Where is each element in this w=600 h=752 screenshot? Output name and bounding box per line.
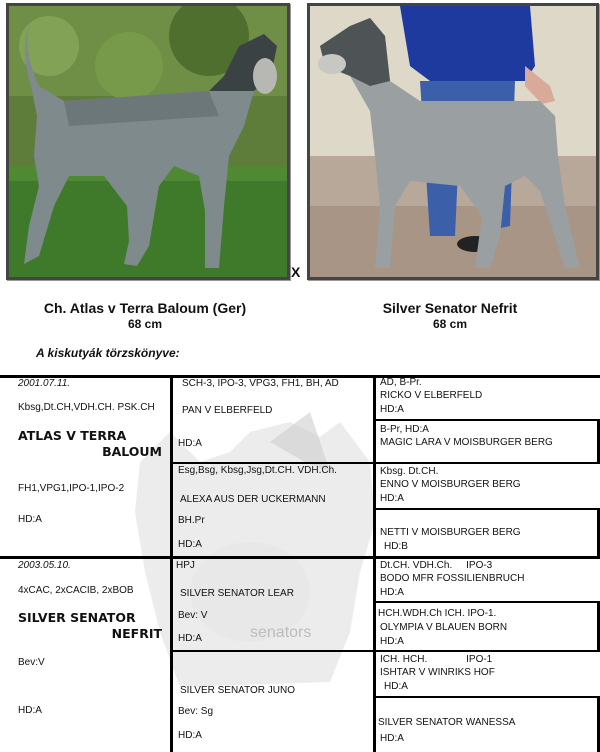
grandparent-name: SILVER SENATOR LEAR xyxy=(180,588,294,599)
parent-name: NEFRIT xyxy=(111,626,162,641)
parent-work: FH1,VPG1,IPO-1,IPO-2 xyxy=(18,483,125,494)
divider xyxy=(170,650,600,652)
ggp-hd: HD:A xyxy=(384,681,408,692)
ggp-name: BODO MFR FOSSILIENBRUCH xyxy=(380,573,525,584)
grandparent-name: SILVER SENATOR JUNO xyxy=(180,685,296,696)
sire-photo xyxy=(6,3,290,280)
ggp-titles: Kbsg. Dt.CH. xyxy=(380,466,439,477)
ggp-titles: AD, B-Pr. xyxy=(380,377,422,388)
grandparent-name: ALEXA AUS DER UCKERMANN xyxy=(180,494,326,505)
grandparent-titles: SCH-3, IPO-3, VPG3, FH1, BH, AD xyxy=(182,378,339,389)
ggp-hd: HD:A xyxy=(380,636,404,647)
divider xyxy=(373,419,600,421)
parent-name: BALOUM xyxy=(102,444,162,459)
dam-photo xyxy=(307,3,599,280)
parent-hd: HD:A xyxy=(18,514,42,525)
dam-height: 68 cm xyxy=(432,317,468,331)
ggp-hd: HD:A xyxy=(380,404,404,415)
grandparent-hd: HD:A xyxy=(178,633,202,644)
divider xyxy=(170,375,173,752)
grandparent-hd: HD:A xyxy=(178,730,202,741)
parent-hd: HD:A xyxy=(18,705,42,716)
grandparent-bev: Bev: Sg xyxy=(178,706,214,717)
divider xyxy=(170,462,600,464)
ggp-name: ENNO V MOISBURGER BERG xyxy=(380,479,521,490)
grandparent-hd: HD:A xyxy=(178,438,202,449)
ggp-hd: HD:A xyxy=(380,587,404,598)
sire-height: 68 cm xyxy=(127,317,163,331)
parent-titles: 4xCAC, 2xCACIB, 2xBOB xyxy=(18,585,134,596)
parent-date: 2001.07.11. xyxy=(18,378,71,389)
divider xyxy=(373,508,600,510)
grandparent-bev: Bev: V xyxy=(178,610,208,621)
ggp-titles: B-Pr, HD:A xyxy=(380,424,429,435)
ggp-name: NETTI V MOISBURGER BERG xyxy=(380,527,521,538)
divider xyxy=(373,696,600,698)
ggp-name: RICKO V ELBERFELD xyxy=(380,390,483,401)
pedigree-table xyxy=(0,372,600,752)
sire-name: Ch. Atlas v Terra Baloum (Ger) xyxy=(43,300,247,316)
ggp-titles: Dt.CH. VDH.Ch. IPO-3 xyxy=(380,560,493,571)
cross-mark: X xyxy=(291,264,301,280)
parent-date: 2003.05.10. xyxy=(18,560,71,571)
divider xyxy=(373,601,600,603)
grandparent-titles: Esg,Bsg, Kbsg,Jsg,Dt.CH. VDH.Ch. xyxy=(178,465,337,476)
divider xyxy=(0,556,600,559)
grandparent-hd: HD:A xyxy=(178,539,202,550)
ggp-hd: HD:A xyxy=(380,733,404,744)
grandparent-name: PAN V ELBERFELD xyxy=(182,405,273,416)
parent-bev: Bev:V xyxy=(18,657,45,668)
parent-name-block xyxy=(18,610,168,642)
grandparent-bev: BH.Pr xyxy=(178,515,205,526)
watermark-text: senators xyxy=(250,624,312,641)
section-title: A kiskutyák törzskönyve: xyxy=(36,346,180,360)
grandparent-titles: HPJ xyxy=(176,560,195,571)
parent-name: SILVER SENATOR xyxy=(18,610,136,625)
ggp-name: ISHTAR V WINRIKS HOF xyxy=(380,667,495,678)
ggp-name: SILVER SENATOR WANESSA xyxy=(378,717,516,728)
ggp-hd: HD:B xyxy=(384,541,408,552)
dam-name: Silver Senator Nefrit xyxy=(382,300,518,316)
ggp-name: MAGIC LARA V MOISBURGER BERG xyxy=(380,437,553,448)
ggp-titles: HCH.WDH.Ch ICH. IPO-1. xyxy=(378,608,497,619)
parent-name: ATLAS V TERRA xyxy=(18,428,127,443)
ggp-name: OLYMPIA V BLAUEN BORN xyxy=(380,622,508,633)
ggp-titles: ICH. HCH. IPO-1 xyxy=(380,654,493,665)
ggp-hd: HD:A xyxy=(380,493,404,504)
parent-name-block xyxy=(18,428,168,460)
parent-titles: Kbsg,Dt.CH,VDH.CH. PSK.CH xyxy=(18,402,155,413)
